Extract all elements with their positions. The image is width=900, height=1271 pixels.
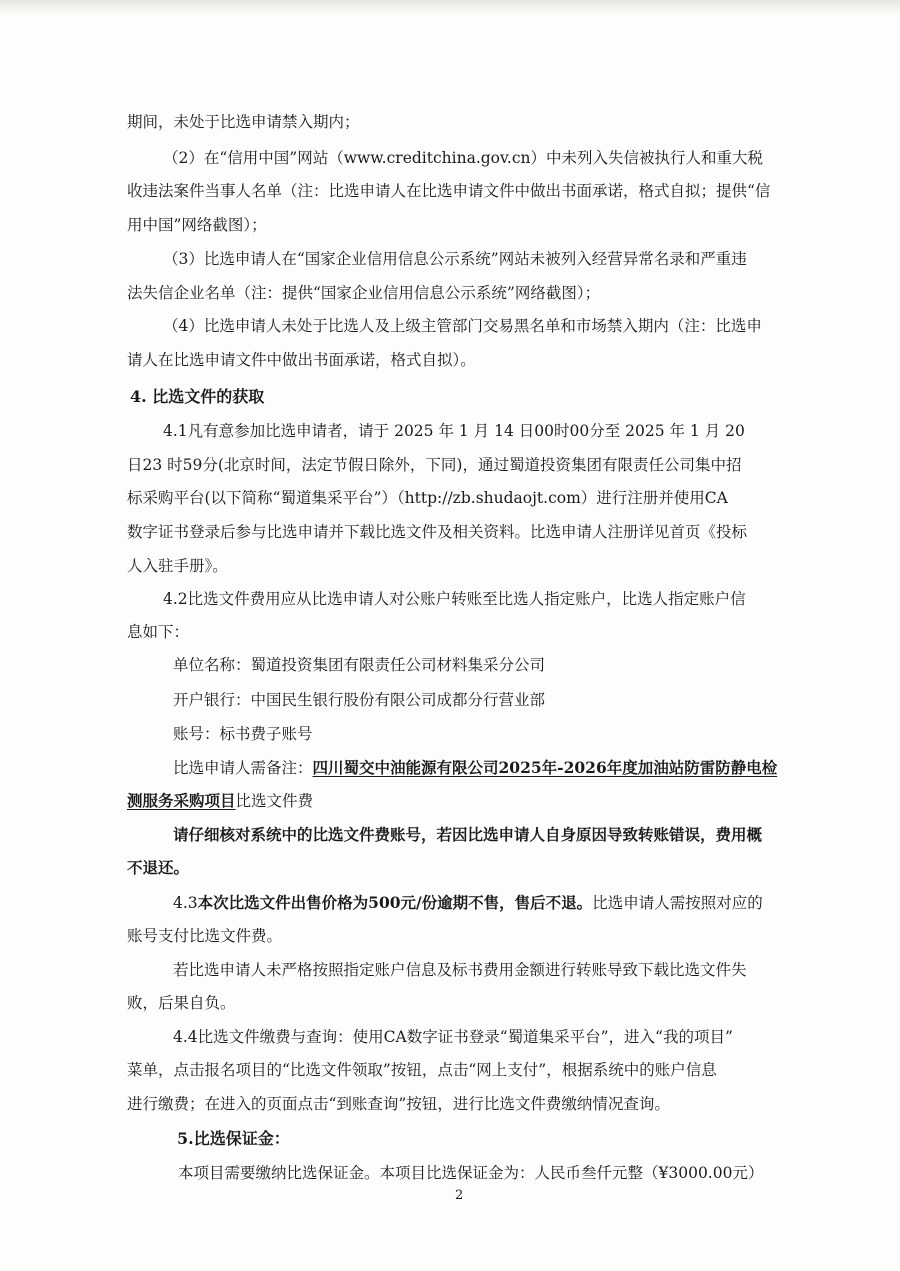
text-line: 息如下： (127, 623, 190, 641)
text-line: 败，后果自负。 (127, 994, 236, 1012)
text-line: （3）比选申请人在“国家企业信用信息公示系统”网站未被列入经营异常名录和严重违 (163, 250, 747, 268)
price-line (173, 893, 763, 913)
page-number: 2 (455, 1188, 464, 1203)
text-line: 4.1凡有意参加比选申请者，请于 2025 年 1 月 14 日00时00分至 2025 年 1 月 20 (163, 422, 745, 440)
text-line: 期间，未处于比选申请禁入期内； (127, 113, 360, 131)
remark-suffix: 比选文件费 (235, 792, 314, 810)
text-line: 法失信企业名单（注：提供“国家企业信用信息公示系统”网络截图）； (127, 284, 601, 302)
text-line: 若比选申请人未严格按照指定账户信息及标书费用金额进行转账导致下载比选文件失 (173, 961, 747, 979)
remark-project-name: 四川蜀交中油能源有限公司2025年-2026年度加油站防雷防静电检 (312, 758, 778, 777)
text-line: 4.2比选文件费用应从比选申请人对公账户转账至比选人指定账户，比选人指定账户信 (163, 590, 746, 608)
text-line: 进行缴费；在进入的页面点击“到账查询”按钮，进行比选文件费缴纳情况查询。 (127, 1095, 670, 1113)
remark-project-name-cont: 测服务采购项目 (127, 791, 236, 810)
text-line: 本项目需要缴纳比选保证金。本项目比选保证金为：人民币叁仟元整（¥3000.00元） (178, 1164, 764, 1182)
price-statement: 本次比选文件出售价格为500元/份逾期不售，售后不退。 (197, 893, 593, 912)
warning-line: 不退还。 (127, 858, 190, 877)
text-line: 数字证书登录后参与比选申请并下载比选文件及相关资料。比选申请人注册详见首页《投标 (127, 523, 748, 541)
account-number: 账号：标书费子账号 (173, 725, 313, 743)
account-name: 单位名称：蜀道投资集团有限责任公司材料集采分公司 (173, 656, 546, 674)
warning-line: 请仔细核对系统中的比选文件费账号，若因比选申请人自身原因导致转账错误，费用概 (173, 825, 763, 844)
text-line: 标采购平台(以下简称“蜀道集采平台”）（http://zb.shudaojt.com）进行注册并使用CA (127, 489, 728, 507)
text-line: 用中国”网络截图）； (127, 216, 267, 234)
remark-line (173, 758, 777, 778)
text-line: （4）比选申请人未处于比选人及上级主管部门交易黑名单和市场禁入期内（注：比选申 (163, 317, 762, 335)
text-line: （2）在“信用中国”网站（www.creditchina.gov.cn）中未列入失信被执行人和重大税 (163, 149, 764, 167)
text-line: 账号支付比选文件费。 (127, 927, 283, 945)
remark-label: 比选申请人需备注： (173, 759, 313, 777)
account-bank: 开户银行：中国民生银行股份有限公司成都分行营业部 (173, 691, 546, 709)
text-line: 请人在比选申请文件中做出书面承诺，格式自拟）。 (127, 351, 476, 369)
price-note: 比选申请人需按照对应的 (592, 894, 763, 912)
section-heading-4: 4. 比选文件的获取 (130, 387, 265, 406)
scan-top-edge (0, 0, 900, 14)
clause-number: 4.3 (173, 894, 198, 912)
text-line: 人入驻手册》。 (127, 557, 228, 575)
text-line: 日23 时59分(北京时间，法定节假日除外，下同)，通过蜀道投资集团有限责任公司集中招 (127, 456, 742, 474)
text-line: 菜单，点击报名项目的“比选文件领取”按钮，点击“网上支付”，根据系统中的账户信息 (127, 1061, 717, 1079)
text-line: 收违法案件当事人名单（注：比选申请人在比选申请文件中做出书面承诺，格式自拟；提供“信 (127, 182, 771, 200)
remark-line-cont (127, 791, 313, 811)
text-line: 4.4比选文件缴费与查询：使用CA数字证书登录“蜀道集采平台”，进入“我的项目” (173, 1028, 733, 1046)
section-heading-5: 5.比选保证金： (177, 1129, 290, 1148)
